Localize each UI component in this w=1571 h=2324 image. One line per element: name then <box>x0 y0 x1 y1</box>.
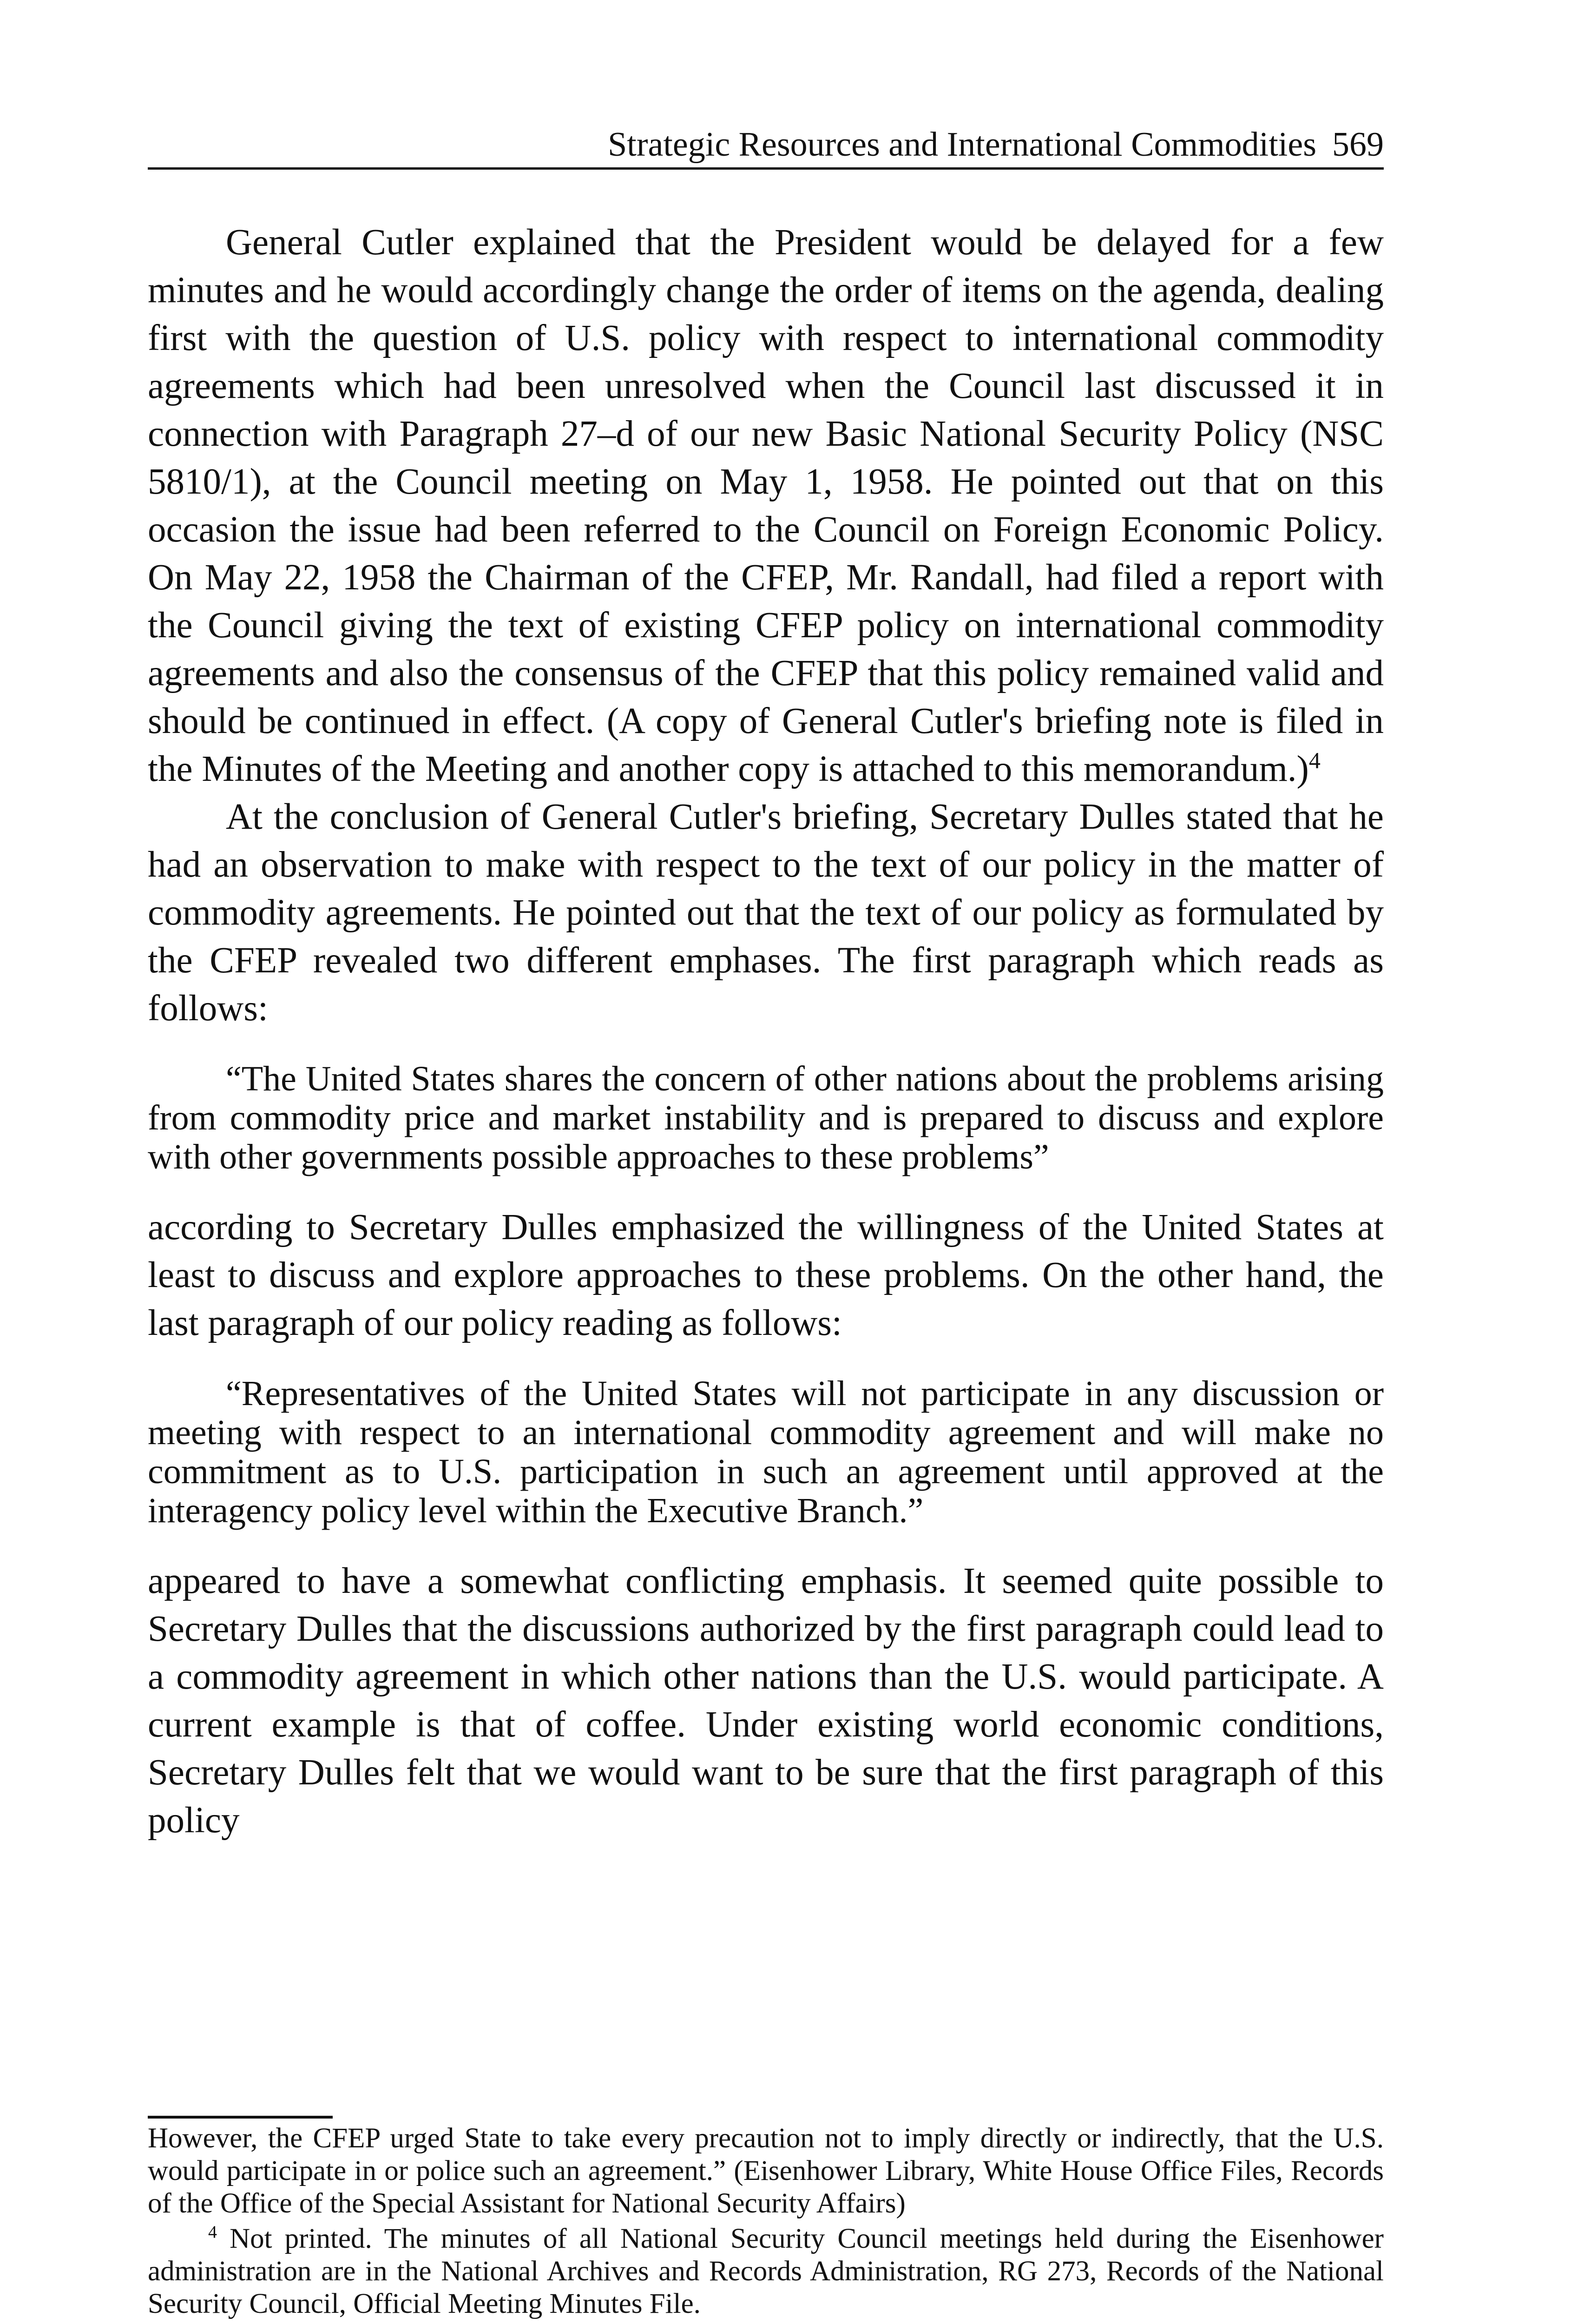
body-text <box>148 218 1384 1844</box>
running-header <box>148 122 1384 170</box>
block-quote-last-paragraph: “Representatives of the United States will not participate in any discussion or meeting with respect to an international commodity agreement and will make no commitment as to U.S. participation in such an agreement until approved at the interagency policy level within the Executive Branch.” <box>148 1374 1384 1530</box>
footnote-4-mark: 4 <box>208 2222 217 2242</box>
footnote-continued: However, the CFEP urged State to take every precaution not to imply directly or indirectly, that the U.S. would participate in or police such an agreement.” (Eisenhower Library, White House Office Files, Records of the Office of the Special Assistant for National Security Affairs) <box>148 2123 1384 2219</box>
paragraph-cutler-explanation <box>148 218 1384 793</box>
paragraph-conflicting-emphasis: appeared to have a somewhat conflicting emphasis. It seemed quite possible to Secretary Dulles that the discussions authorized by the first paragraph could lead to a commodity agreement in which other nations than the U.S. would participate. A current example is that of coffee. Under existing world economic conditions, Secretary Dulles felt that we would want to be sure that the first paragraph of this policy <box>148 1561 1384 1841</box>
footnote-4 <box>148 2223 1384 2320</box>
paragraph-cutler-explanation-text: General Cutler explained that the President would be delayed for a few minutes and he would accordingly change the order of items on the agenda, dealing first with the question of U.S. policy with respect to international commodity agreements which had been unresolved when the Council last discussed it in connection with Paragraph 27–d of our new Basic National Security Policy (NSC 5810/1), at the Council meeting on May 1, 1958. He pointed out that on this occasion the issue had been referred to the Council on Foreign Economic Policy. On May 22, 1958 the Chairman of the CFEP, Mr. Randall, had filed a report with the Council giving the text of existing CFEP policy on international commodity agreements and also the consensus of the CFEP that this policy remained valid and should be continued in effect. (A copy of General Cutler's briefing note is filed in the Minutes of the Meeting and another copy is attached to this memorandum.) <box>148 222 1384 789</box>
paragraph-dulles-observation: At the conclusion of General Cutler's briefing, Secretary Dulles stated that he had an observation to make with respect to the text of our policy in the matter of commodity agreements. He pointed out that the text of our policy as formulated by the CFEP revealed two different emphases. The first paragraph which reads as follows: <box>148 797 1384 1029</box>
footnote-divider <box>148 2116 333 2119</box>
running-header-title: Strategic Resources and International Commodities <box>608 125 1316 164</box>
block-quote-first-paragraph: “The United States shares the concern of other nations about the problems arising from commodity price and market instability and is prepared to discuss and explore with other governments possible approaches to these problems” <box>148 1059 1384 1176</box>
footnote-reference-4: 4 <box>1308 747 1321 773</box>
footnotes <box>148 2122 1384 2320</box>
paragraph-dulles-emphasis: according to Secretary Dulles emphasized the willingness of the United States at least to discuss and explore approaches to these problems. On the other hand, the last paragraph of our policy reading as follows: <box>148 1207 1384 1343</box>
footnote-4-text: Not printed. The minutes of all National Security Council meetings held during the Eisenhower administration are in the National Archives and Records Administration, RG 273, Records of the National Security Council, Official Meeting Minutes File. <box>148 2223 1384 2319</box>
page-number: 569 <box>1332 125 1384 164</box>
